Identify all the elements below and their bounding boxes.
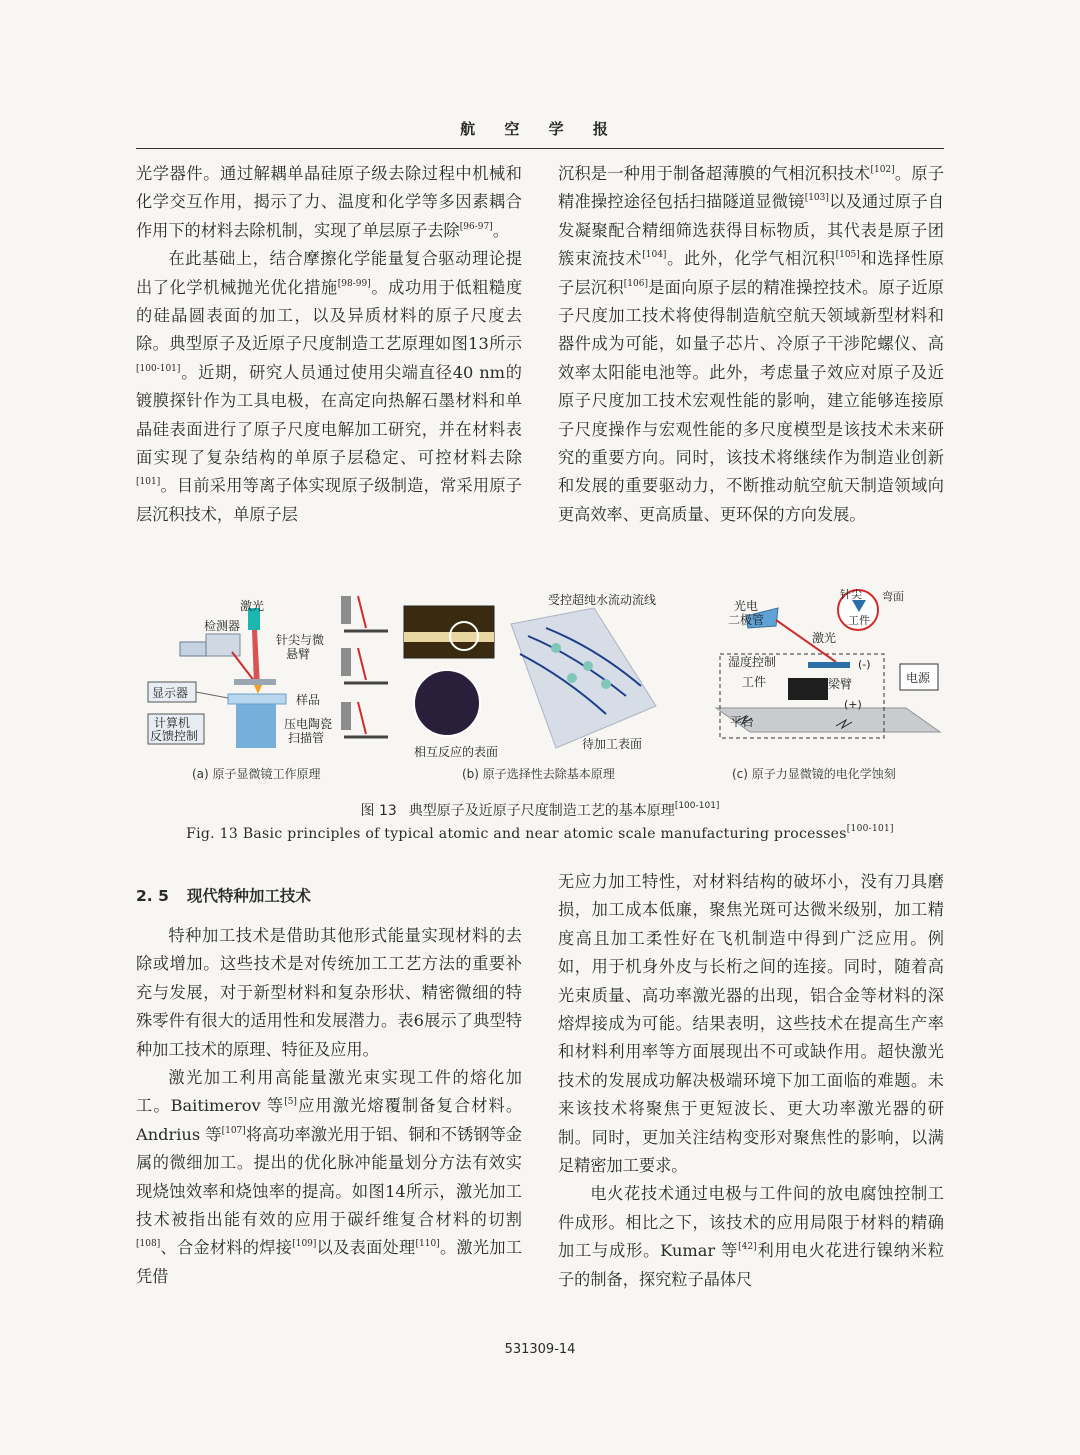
- label-cantilever: 悬梁臂: [816, 677, 853, 691]
- figure-label: 图 13: [360, 803, 397, 819]
- text-run: 沉积是一种用于制备超薄膜的气相沉积技术: [558, 164, 871, 183]
- cantilever: [234, 679, 276, 685]
- text-run: 。近期，研究人员通过使用尖端直径40 nm的镀膜探针作为工具电极，在高定向热解石墨材料和单晶硅表面进行了原子尺度电解加工研究，并在材料表面实现了复杂结构的单原子层稳定、可控材料去除: [136, 362, 522, 468]
- panel-b-selective-removal: [404, 592, 656, 781]
- text-run: 激光加工利用高能量激光束实现工件的熔化加工。Baitimerov 等: [136, 1068, 522, 1116]
- text-column-4: [558, 868, 944, 1294]
- citation: [107]: [221, 1125, 246, 1136]
- citation: [100-101]: [846, 824, 894, 834]
- text-column-1: [136, 160, 522, 529]
- label-controlled-flow: 受控超纯水流动流线: [548, 593, 657, 607]
- text-run: 。激光加工凭借: [136, 1238, 523, 1286]
- side-beam-3: [358, 702, 366, 734]
- zoom-inset-top-band: [404, 632, 494, 642]
- text-run: 应用激光熔覆制备复合材料。Andrius 等: [136, 1096, 523, 1144]
- label-platform: 平台: [730, 715, 755, 729]
- section-title: 现代特种加工技术: [186, 887, 311, 905]
- page-number: 531309-14: [504, 1342, 576, 1357]
- label-workpiece: 工件: [742, 675, 767, 689]
- scanner-tube: [236, 704, 276, 748]
- running-header: 航 空 学 报: [460, 120, 620, 138]
- label-tip-cantilever-1: 针尖与微: [276, 633, 325, 647]
- citation: [96-97]: [459, 221, 493, 232]
- molecule-4: [567, 673, 577, 683]
- text-run: 以及通过原子自发凝聚配合精细筛选获得目标物质，其代表是原子团簇束流技术: [558, 192, 945, 269]
- text-run: 。原子精准操控途径包括扫描隧道显微镜: [558, 164, 945, 212]
- text-run: 。此外，化学气相沉积: [666, 249, 836, 269]
- caption-panel-c: (c) 原子力显微镜的电化学蚀刻: [732, 767, 896, 781]
- paragraph: [136, 160, 522, 245]
- label-meniscus: 弯面: [882, 590, 904, 603]
- citation: [108]: [136, 1239, 161, 1250]
- side-stage-2: [341, 648, 351, 676]
- side-beam-1: [358, 596, 366, 628]
- side-stage-1: [341, 596, 351, 624]
- label-display: 显示器: [152, 686, 189, 700]
- header-rule: [136, 148, 944, 149]
- text-run: 利用电火花进行镍纳米粒子的制备，探究粒子晶体尺: [558, 1241, 945, 1289]
- cantilever-c: [808, 662, 850, 668]
- text-run: 在此基础上，结合摩擦化学能量复合驱动理论提出了化学机械抛光优化措施: [136, 249, 522, 297]
- citation: [101]: [136, 477, 161, 488]
- label-feedback: 反馈控制: [150, 729, 199, 743]
- label-minus: (-): [858, 658, 871, 671]
- citation: [105]: [835, 250, 860, 261]
- citation: [109]: [292, 1239, 317, 1250]
- zoom-inset-bottom: [414, 670, 480, 736]
- side-stage-3: [341, 702, 351, 730]
- citation: [106]: [623, 278, 648, 289]
- label-power: 电源: [906, 671, 931, 685]
- label-tip: 针尖: [840, 588, 862, 601]
- text-run: 光学器件。通过解耦单晶硅原子级去除过程中机械和化学交互作用，揭示了力、温度和化学等多因素耦合作用下的材料去除机制，实现了单层原子去除: [136, 164, 522, 240]
- panel-c-electrochemical-etching: [716, 587, 940, 781]
- label-laser-c: 激光: [812, 631, 837, 645]
- label-workpiece-inset: 工件: [848, 614, 870, 627]
- probe-tip: [254, 685, 262, 694]
- text-run: 以及表面处理: [316, 1238, 416, 1258]
- workpiece-surface: [511, 608, 656, 748]
- figure-caption-en: [0, 826, 1080, 842]
- label-computer: 计算机: [154, 716, 191, 730]
- paragraph: [558, 868, 944, 1180]
- laser-beam: [252, 630, 260, 686]
- citation: [104]: [642, 250, 667, 261]
- sample: [228, 694, 286, 704]
- text-run: 。成功用于低粗糙度的硅晶圆表面的加工，以及异质材料的原子尺度去除。典型原子及近原子尺度制造工艺原理如图13所示: [136, 277, 523, 354]
- text-run: 。: [492, 220, 509, 240]
- label-tip-cantilever-2: 悬臂: [286, 647, 311, 661]
- caption-panel-b: (b) 原子选择性去除基本原理: [462, 767, 615, 781]
- section-heading: [136, 884, 522, 908]
- optics-box: [180, 642, 206, 656]
- text-run: 将高功率激光用于铝、铜和不锈钢等金属的微细加工。提出的优化脉冲能量划分方法有效实现烧蚀效率和烧蚀率的提高。如图14所示，激光加工技术被指出能有效的应用于碳纤维复合材料的切割: [136, 1124, 523, 1230]
- caption-panel-a: (a) 原子显微镜工作原理: [192, 767, 321, 781]
- paragraph: [136, 1064, 522, 1291]
- paragraph: [136, 922, 522, 1064]
- label-plus: (+): [844, 698, 862, 711]
- text-run: 是面向原子层的精准操控技术。原子近原子尺度加工技术将使得制造航空航天领域新型材料和器件成为可能，如量子芯片、冷原子干涉陀螺仪、高效率太阳能电池等。此外，考虑量子效应对原子及近原子尺度加工技术宏观性能的影响，建立能够连接原子尺度操作与宏观性能的多尺度模型是该技术未来研究的重要方向。同时，该技术将继续作为制造业创新和发展的重要驱动力，不断推动航空航天制造领域向更高效率、更高质量、更环保的方向发展。: [558, 277, 944, 524]
- paragraph: [558, 160, 944, 529]
- signal-line: [196, 692, 228, 698]
- label-piezo-1: 压电陶瓷: [284, 717, 333, 731]
- label-photo-1: 光电: [734, 599, 759, 613]
- citation: [98-99]: [337, 278, 371, 289]
- molecule-1: [551, 643, 561, 653]
- citation: [42]: [738, 1242, 757, 1253]
- figure-caption-text: 典型原子及近原子尺度制造工艺的基本原理: [408, 803, 675, 819]
- citation: [100-101]: [674, 801, 720, 811]
- detector: [206, 634, 240, 656]
- molecule-2: [583, 661, 593, 671]
- figure-caption-zh: [0, 800, 1080, 820]
- text-run: 、合金材料的焊接: [160, 1238, 293, 1258]
- label-piezo-2: 扫描管: [288, 731, 325, 745]
- label-laser: 激光: [240, 599, 265, 613]
- label-humidity: 湿度控制: [728, 655, 777, 669]
- label-detector: 检测器: [204, 619, 241, 633]
- citation: [103]: [804, 193, 829, 204]
- text-run: 特种加工技术是借助其他形式能量实现材料的去除或增加。这些技术是对传统加工工艺方法的重要补充与发展，对于新型材料和复杂形状、精密微细的特殊零件有很大的适用性和发展潜力。表6展示了典型特种加工技术的原理、特征及应用。: [136, 926, 522, 1059]
- figure-caption-text-en: Fig. 13 Basic principles of typical atomic and near atomic scale manufacturing processes: [186, 826, 847, 842]
- text-run: 无应力加工特性，对材料结构的破坏小，没有刀具磨损，加工成本低廉，聚焦光斑可达微米级别，加工精度高且加工柔性好在飞机制造中得到广泛应用。例如，用于机身外皮与长桁之间的连接。同时，随着高光束质量、高功率激光器的出现，铝合金等材料的深熔焊接成为可能。结果表明，这些技术在提高生产率和材料利用率等方面展现出不可或缺作用。超快激光技术的发展成功解决极端环境下加工面临的难题。未来该技术将聚焦于更短波长、更大功率激光器的研制。同时，更加关注结构变形对聚焦性的影响，以满足精密加工要求。: [558, 872, 944, 1176]
- citation: [5]: [284, 1097, 297, 1108]
- section-number: 2. 5: [136, 887, 169, 905]
- label-sample: 样品: [296, 693, 321, 707]
- text-run: 。目前采用等离子体实现原子级制造，常采用原子层沉积技术，单原子层: [136, 476, 522, 524]
- paragraph: [136, 245, 522, 529]
- figure-13: [136, 586, 944, 796]
- label-reacting-surface: 相互反应的表面: [414, 745, 499, 759]
- citation: [110]: [415, 1239, 440, 1250]
- text-column-2: [558, 160, 944, 529]
- text-run: 和选择性原子层沉积: [558, 249, 945, 297]
- label-photo-2: 二极管: [728, 613, 765, 627]
- label-workpiece-surface: 待加工表面: [582, 737, 643, 751]
- text-column-3: [136, 868, 522, 1291]
- paragraph: [558, 1180, 944, 1294]
- text-run: 电火花技术通过电极与工件间的放电腐蚀控制工件成形。相比之下，该技术的应用局限于材料的精确加工与成形。Kumar 等: [558, 1184, 944, 1261]
- citation: [102]: [870, 165, 895, 175]
- panel-a-afm-diagram: [148, 596, 388, 781]
- molecule-3: [601, 679, 611, 689]
- citation: [100-101]: [136, 363, 181, 374]
- side-beam-2: [358, 648, 366, 680]
